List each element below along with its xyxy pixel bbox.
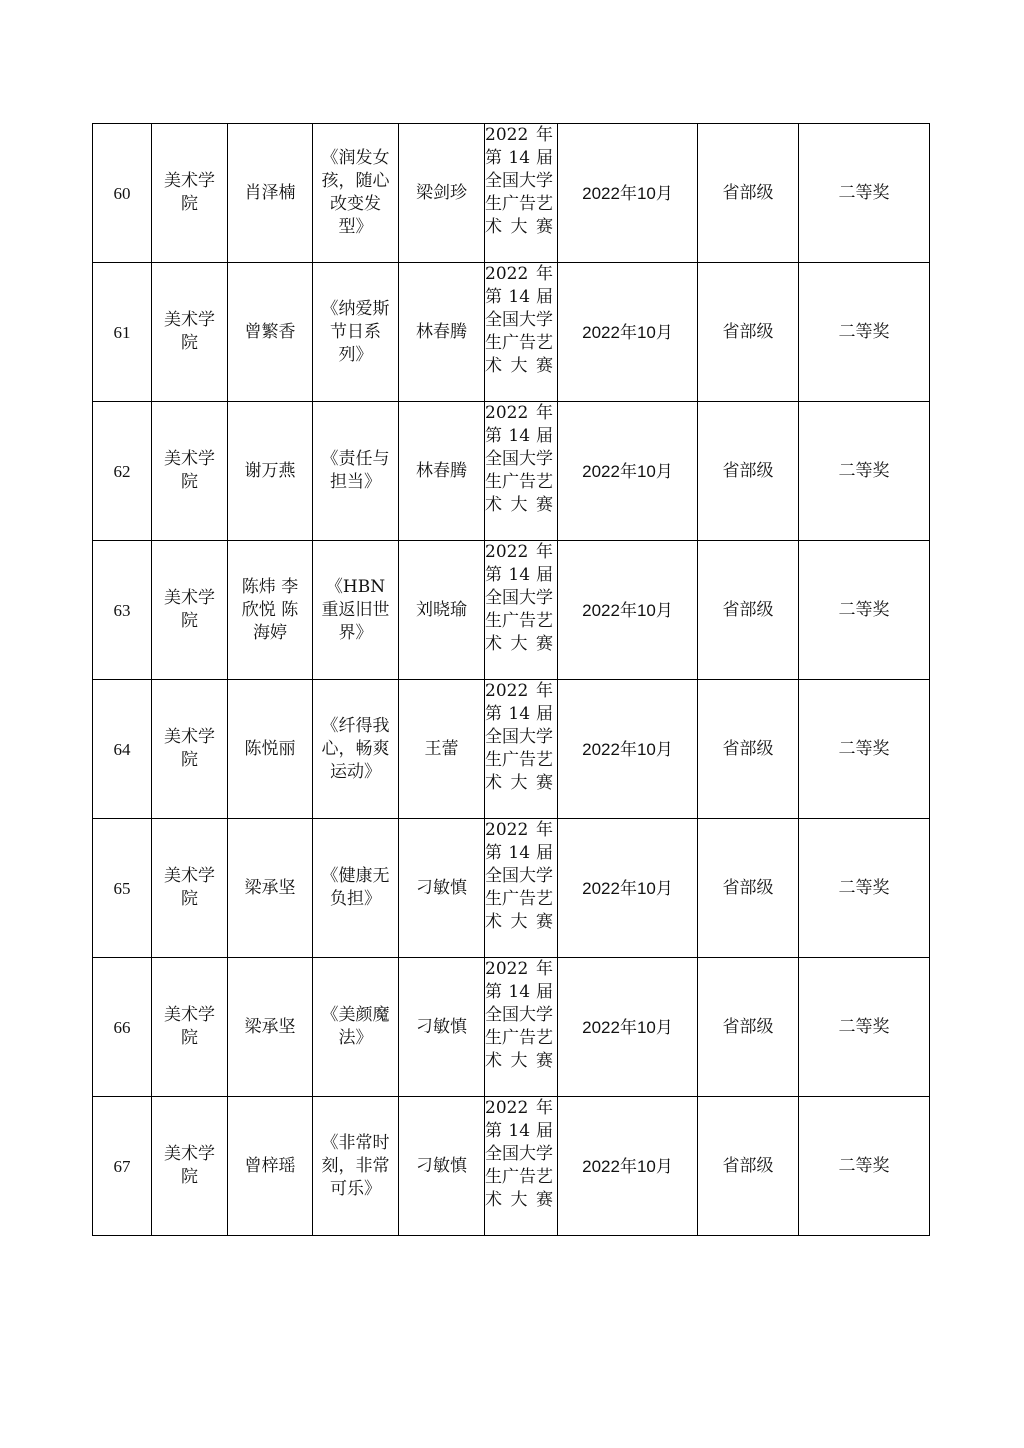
date-cell: 2022年10月 <box>558 541 698 680</box>
level-cell: 省部级 <box>698 541 799 680</box>
award-cell: 二等奖 <box>799 541 930 680</box>
date-cell: 2022年10月 <box>558 263 698 402</box>
award-cell: 二等奖 <box>799 263 930 402</box>
student-cell: 曾梓瑶 <box>228 1097 313 1236</box>
advisor-cell: 刁敏慎 <box>399 819 485 958</box>
department-cell: 美术学院 <box>152 958 228 1097</box>
student-cell: 陈炜 李欣悦 陈海婷 <box>228 541 313 680</box>
work-title-cell: 《润发女孩，随心改变发型》 <box>313 124 399 263</box>
table-row <box>93 1097 930 1236</box>
work-title-cell: 《纳爱斯节日系列》 <box>313 263 399 402</box>
level-cell: 省部级 <box>698 819 799 958</box>
level-cell: 省部级 <box>698 124 799 263</box>
date-cell: 2022年10月 <box>558 1097 698 1236</box>
student-cell: 梁承坚 <box>228 819 313 958</box>
award-cell: 二等奖 <box>799 402 930 541</box>
competition-cell: 2022 年第 14 届全国大学生广告艺术大赛 <box>485 819 558 958</box>
table-row <box>93 958 930 1097</box>
department-cell: 美术学院 <box>152 541 228 680</box>
award-cell: 二等奖 <box>799 819 930 958</box>
date-cell: 2022年10月 <box>558 958 698 1097</box>
level-cell: 省部级 <box>698 402 799 541</box>
department-cell: 美术学院 <box>152 263 228 402</box>
row-number: 66 <box>93 958 152 1097</box>
award-cell: 二等奖 <box>799 958 930 1097</box>
level-cell: 省部级 <box>698 680 799 819</box>
date-cell: 2022年10月 <box>558 819 698 958</box>
date-cell: 2022年10月 <box>558 680 698 819</box>
row-number: 60 <box>93 124 152 263</box>
student-cell: 曾繁香 <box>228 263 313 402</box>
advisor-cell: 刁敏慎 <box>399 1097 485 1236</box>
work-title-cell: 《责任与担当》 <box>313 402 399 541</box>
student-cell: 陈悦丽 <box>228 680 313 819</box>
department-cell: 美术学院 <box>152 124 228 263</box>
row-number: 62 <box>93 402 152 541</box>
work-title-cell: 《HBN重返旧世界》 <box>313 541 399 680</box>
table-row <box>93 541 930 680</box>
row-number: 64 <box>93 680 152 819</box>
advisor-cell: 梁剑珍 <box>399 124 485 263</box>
level-cell: 省部级 <box>698 1097 799 1236</box>
competition-cell: 2022 年第 14 届全国大学生广告艺术大赛 <box>485 263 558 402</box>
competition-cell: 2022 年第 14 届全国大学生广告艺术大赛 <box>485 680 558 819</box>
row-number: 63 <box>93 541 152 680</box>
awards-table <box>92 123 930 1236</box>
advisor-cell: 刁敏慎 <box>399 958 485 1097</box>
competition-cell: 2022 年第 14 届全国大学生广告艺术大赛 <box>485 402 558 541</box>
student-cell: 谢万燕 <box>228 402 313 541</box>
award-cell: 二等奖 <box>799 124 930 263</box>
student-cell: 肖泽楠 <box>228 124 313 263</box>
row-number: 65 <box>93 819 152 958</box>
row-number: 67 <box>93 1097 152 1236</box>
work-title-cell: 《非常时刻，非常可乐》 <box>313 1097 399 1236</box>
table-row <box>93 124 930 263</box>
competition-cell: 2022 年第 14 届全国大学生广告艺术大赛 <box>485 958 558 1097</box>
work-title-cell: 《美颜魔法》 <box>313 958 399 1097</box>
student-cell: 梁承坚 <box>228 958 313 1097</box>
level-cell: 省部级 <box>698 263 799 402</box>
work-title-cell: 《纤得我心，畅爽运动》 <box>313 680 399 819</box>
date-cell: 2022年10月 <box>558 124 698 263</box>
work-title-cell: 《健康无负担》 <box>313 819 399 958</box>
table-row <box>93 402 930 541</box>
advisor-cell: 林春腾 <box>399 263 485 402</box>
competition-cell: 2022 年第 14 届全国大学生广告艺术大赛 <box>485 124 558 263</box>
advisor-cell: 王蕾 <box>399 680 485 819</box>
department-cell: 美术学院 <box>152 402 228 541</box>
table-row <box>93 819 930 958</box>
table-row <box>93 680 930 819</box>
competition-cell: 2022 年第 14 届全国大学生广告艺术大赛 <box>485 541 558 680</box>
date-cell: 2022年10月 <box>558 402 698 541</box>
advisor-cell: 刘晓瑜 <box>399 541 485 680</box>
advisor-cell: 林春腾 <box>399 402 485 541</box>
department-cell: 美术学院 <box>152 819 228 958</box>
level-cell: 省部级 <box>698 958 799 1097</box>
table-row <box>93 263 930 402</box>
award-cell: 二等奖 <box>799 1097 930 1236</box>
department-cell: 美术学院 <box>152 1097 228 1236</box>
row-number: 61 <box>93 263 152 402</box>
competition-cell: 2022 年第 14 届全国大学生广告艺术大赛 <box>485 1097 558 1236</box>
department-cell: 美术学院 <box>152 680 228 819</box>
award-cell: 二等奖 <box>799 680 930 819</box>
